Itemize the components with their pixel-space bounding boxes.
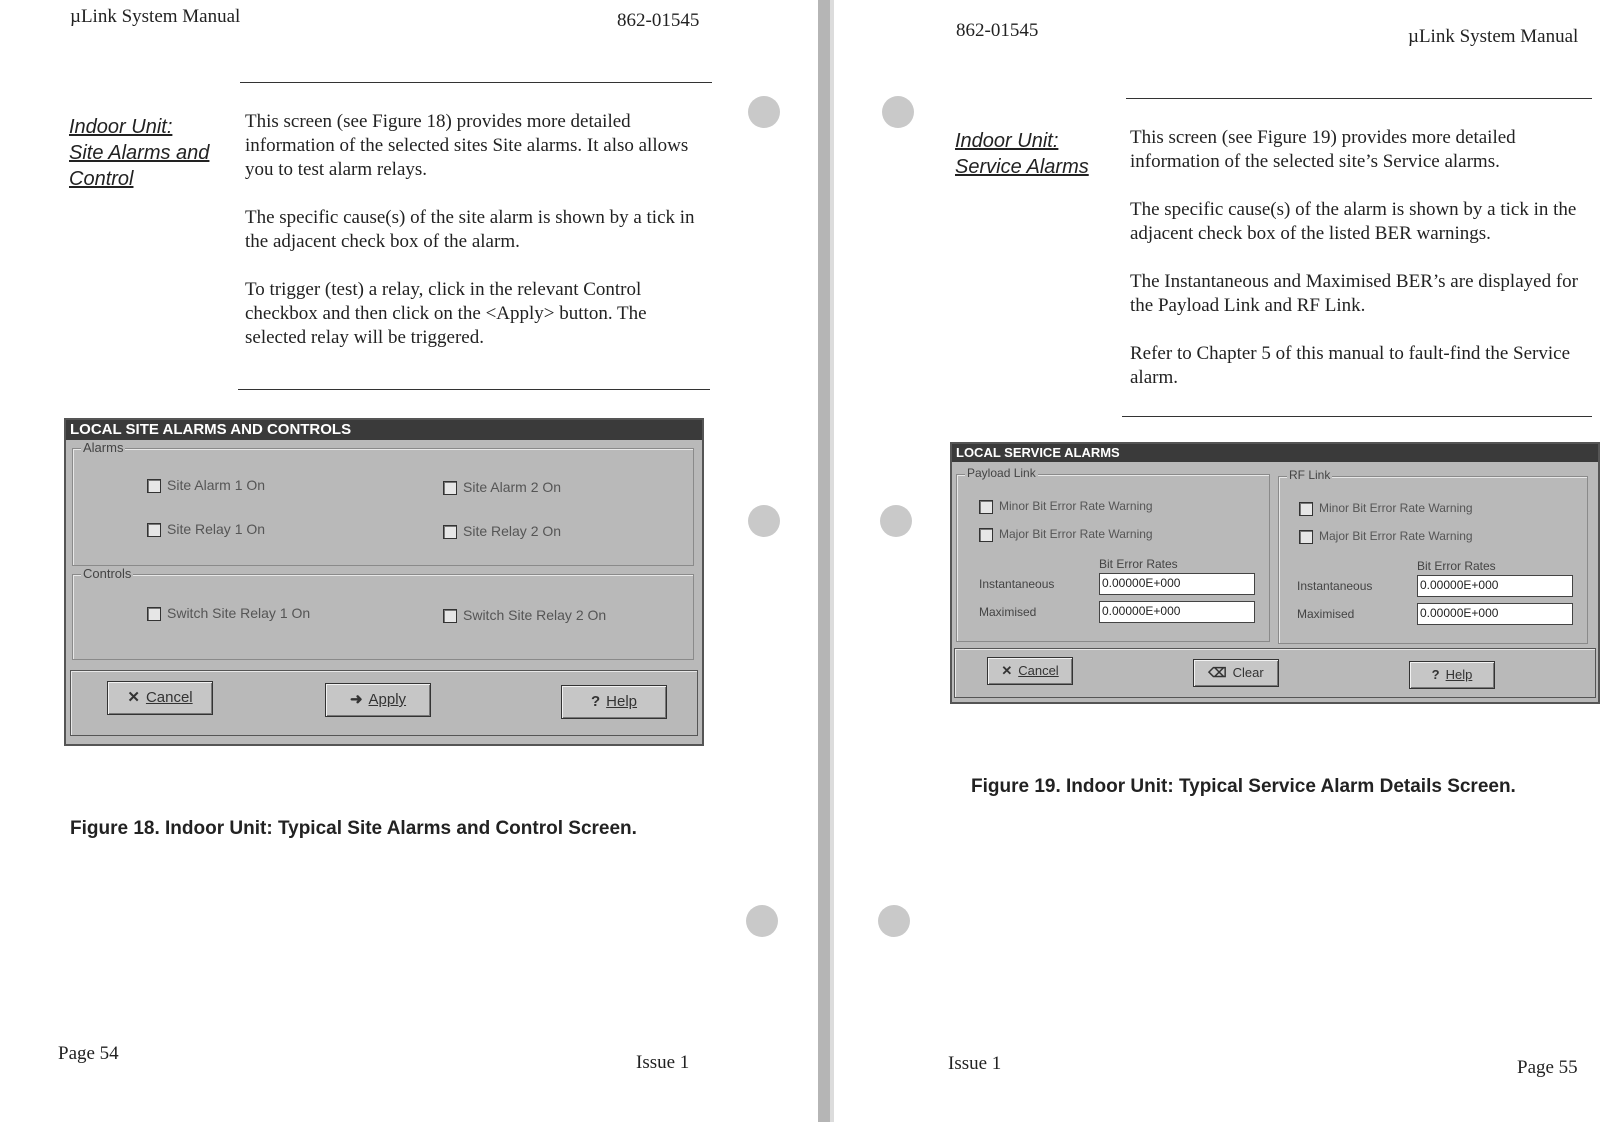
instantaneous-label: Instantaneous (1297, 579, 1373, 593)
bottom-rule (1122, 416, 1592, 417)
punch-hole (880, 505, 912, 537)
group-label: Controls (83, 566, 132, 581)
site-relay-2-checkbox[interactable] (443, 523, 561, 539)
left-section-heading (69, 114, 239, 192)
checkbox-label: Switch Site Relay 1 On (167, 605, 311, 621)
checkbox-box[interactable] (147, 479, 161, 493)
checkbox-box[interactable] (147, 607, 161, 621)
group-label: RF Link (1289, 468, 1331, 482)
punch-hole (746, 905, 778, 937)
heading-line: Control (69, 168, 134, 190)
heading-line: Indoor Unit: (955, 130, 1059, 152)
left-body-text (245, 110, 695, 374)
instantaneous-label: Instantaneous (979, 577, 1055, 591)
paragraph: To trigger (test) a relay, click in the relevant Control checkbox and then click on the <Apply> button. The selected relay will be triggered. (245, 279, 647, 348)
controls-group (72, 566, 694, 660)
page-spine (818, 0, 830, 1122)
payload-minor-warning-checkbox[interactable] (979, 499, 1153, 514)
rates-heading: Bit Error Rates (1417, 559, 1496, 573)
right-footer-page: Page 55 (1517, 1057, 1578, 1078)
rf-link-group (1278, 468, 1588, 644)
question-icon: ? (590, 693, 601, 710)
checkbox-label: Minor Bit Error Rate Warning (1319, 501, 1473, 515)
rates-heading: Bit Error Rates (1099, 557, 1178, 571)
right-body-text (1130, 126, 1590, 414)
eraser-icon: ⌫ (1208, 665, 1227, 680)
button-bar (70, 670, 698, 736)
arrow-right-icon: ➜ (349, 691, 363, 708)
button-label: Help (606, 693, 638, 710)
checkbox-label: Site Alarm 2 On (463, 479, 562, 495)
left-footer-issue: Issue 1 (636, 1052, 690, 1073)
paragraph: This screen (see Figure 18) provides more detailed information of the selected sites Site alarms. It also allows you to test alarm relays. (245, 111, 689, 180)
checkbox-box[interactable] (1299, 530, 1313, 544)
button-label: Apply (368, 691, 407, 708)
cancel-button[interactable] (107, 681, 213, 715)
payload-major-warning-checkbox[interactable] (979, 527, 1153, 542)
heading-line: Indoor Unit: (69, 116, 173, 138)
service-alarms-dialog (950, 442, 1600, 704)
rf-maximised-field[interactable]: 0.00000E+000 (1417, 603, 1573, 625)
question-icon: ? (1431, 667, 1440, 682)
checkbox-label: Major Bit Error Rate Warning (999, 527, 1153, 541)
checkbox-box[interactable] (443, 609, 457, 623)
bottom-rule (238, 389, 710, 390)
maximised-label: Maximised (979, 605, 1037, 619)
switch-relay-2-checkbox[interactable] (443, 607, 606, 623)
heading-line: Site Alarms and (69, 142, 210, 164)
apply-button[interactable] (325, 683, 431, 717)
punch-hole (748, 505, 780, 537)
checkbox-box[interactable] (443, 525, 457, 539)
clear-button[interactable] (1193, 659, 1279, 687)
maximised-label: Maximised (1297, 607, 1355, 621)
help-button[interactable] (561, 685, 667, 719)
payload-link-group (956, 466, 1270, 642)
checkbox-box[interactable] (147, 523, 161, 537)
figure-19-caption: Figure 19. Indoor Unit: Typical Service Alarm Details Screen. (971, 776, 1516, 797)
paragraph: The specific cause(s) of the site alarm is shown by a tick in the adjacent check box of the alarm. (245, 207, 695, 252)
figure-18-caption: Figure 18. Indoor Unit: Typical Site Alarms and Control Screen. (70, 818, 637, 839)
paragraph: The Instantaneous and Maximised BER’s are displayed for the Payload Link and RF Link. (1130, 271, 1578, 316)
punch-hole (882, 96, 914, 128)
checkbox-box[interactable] (979, 528, 993, 542)
payload-maximised-field[interactable]: 0.00000E+000 (1099, 601, 1255, 623)
rf-major-warning-checkbox[interactable] (1299, 529, 1473, 544)
right-section-heading (955, 128, 1115, 180)
rf-instantaneous-field[interactable]: 0.00000E+000 (1417, 575, 1573, 597)
button-label: Cancel (145, 689, 193, 706)
checkbox-box[interactable] (1299, 502, 1313, 516)
paragraph: Refer to Chapter 5 of this manual to fault-find the Service alarm. (1130, 343, 1571, 388)
checkbox-label: Switch Site Relay 2 On (463, 607, 607, 623)
punch-hole (878, 905, 910, 937)
checkbox-box[interactable] (443, 481, 457, 495)
site-alarms-dialog (64, 418, 704, 746)
left-header-doc-number: 862-01545 (617, 10, 700, 31)
close-icon: ✕ (1001, 663, 1013, 678)
dialog-title: LOCAL SERVICE ALARMS (952, 444, 1598, 462)
alarms-group (72, 440, 694, 566)
top-rule (1126, 98, 1592, 99)
paragraph: This screen (see Figure 19) provides more detailed information of the selected site’s Service alarms. (1130, 127, 1516, 172)
site-alarm-1-checkbox[interactable] (147, 477, 265, 493)
heading-line: Service Alarms (955, 156, 1089, 178)
rf-minor-warning-checkbox[interactable] (1299, 501, 1473, 516)
dialog-title: LOCAL SITE ALARMS AND CONTROLS (66, 420, 702, 440)
group-label: Alarms (83, 440, 124, 455)
checkbox-box[interactable] (979, 500, 993, 514)
page-spine-shadow (830, 0, 834, 1122)
punch-hole (748, 96, 780, 128)
right-header-title: µLink System Manual (1408, 26, 1579, 47)
right-footer-issue: Issue 1 (948, 1053, 1002, 1074)
paragraph: The specific cause(s) of the alarm is shown by a tick in the adjacent check box of the listed BER warnings. (1130, 199, 1577, 244)
left-header-title: µLink System Manual (70, 6, 241, 27)
checkbox-label: Minor Bit Error Rate Warning (999, 499, 1153, 513)
button-label: Cancel (1018, 663, 1059, 678)
checkbox-label: Site Relay 1 On (167, 521, 266, 537)
button-label: Clear (1232, 665, 1264, 680)
top-rule (240, 82, 712, 83)
group-label: Payload Link (967, 466, 1036, 480)
button-bar (954, 648, 1596, 698)
right-header-doc-number: 862-01545 (956, 20, 1039, 41)
site-relay-1-checkbox[interactable] (147, 521, 265, 537)
checkbox-label: Major Bit Error Rate Warning (1319, 529, 1473, 543)
help-button[interactable] (1409, 661, 1495, 689)
switch-relay-1-checkbox[interactable] (147, 605, 310, 621)
cancel-button[interactable] (987, 657, 1073, 685)
site-alarm-2-checkbox[interactable] (443, 479, 561, 495)
payload-instantaneous-field[interactable]: 0.00000E+000 (1099, 573, 1255, 595)
close-icon: ✕ (127, 689, 140, 706)
left-footer-page: Page 54 (58, 1043, 119, 1064)
button-label: Help (1445, 667, 1473, 682)
checkbox-label: Site Alarm 1 On (167, 477, 266, 493)
checkbox-label: Site Relay 2 On (463, 523, 562, 539)
